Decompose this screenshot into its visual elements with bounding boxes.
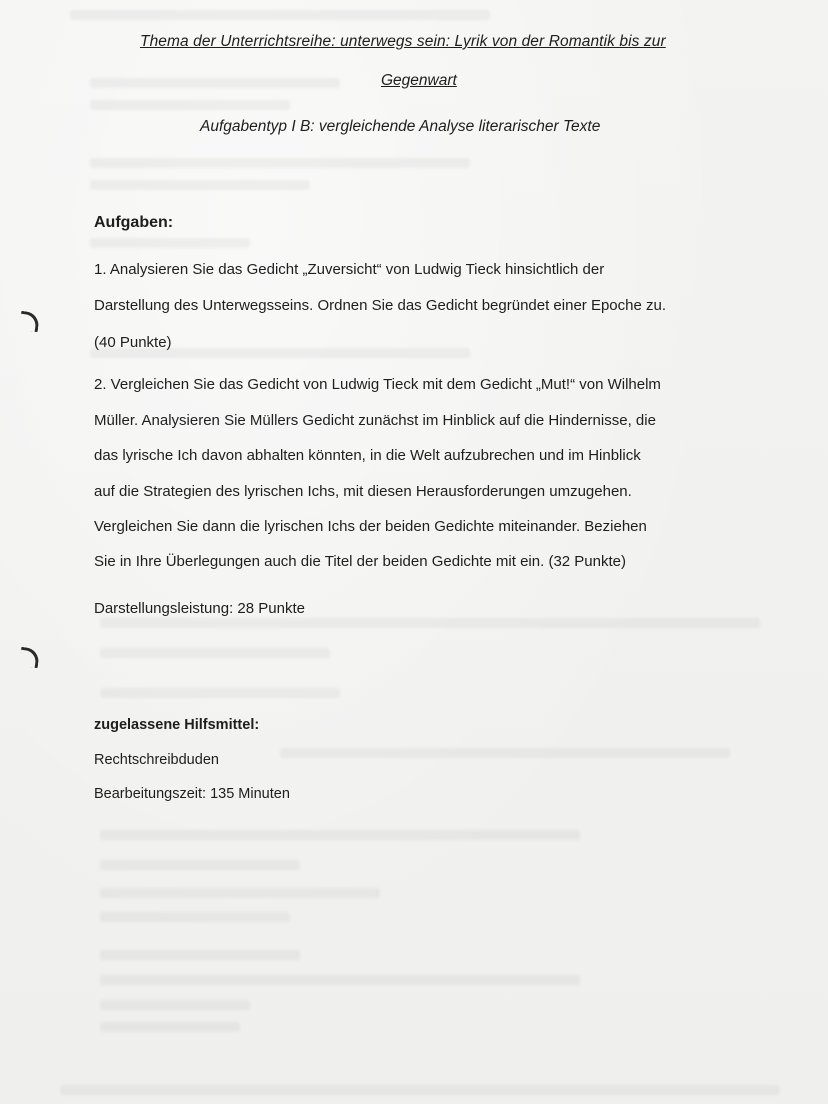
bleed-through-line (100, 888, 380, 898)
presentation-score: Darstellungsleistung: 28 Punkte (94, 600, 305, 617)
task-2-line: auf die Strategien des lyrischen Ichs, mit diesen Herausforderungen umzugehen. (94, 483, 632, 500)
bleed-through-line (90, 238, 250, 248)
task-type-subtitle: Aufgabentyp I B: vergleichende Analyse literarischer Texte (200, 118, 601, 135)
task-2-line: das lyrische Ich davon abhalten könnten, in die Welt aufzubrechen und im Hinblick (94, 447, 641, 464)
task-2-line: Vergleichen Sie dann die lyrischen Ichs der beiden Gedichte miteinander. Beziehen (94, 518, 647, 535)
bleed-through-line (90, 180, 310, 190)
bleed-through-line (90, 100, 290, 110)
task-1-points: (40 Punkte) (94, 334, 172, 351)
task-1-line: Darstellung des Unterwegsseins. Ordnen Sie das Gedicht begründet einer Epoche zu. (94, 297, 666, 314)
bleed-through-line (60, 1085, 780, 1095)
tasks-heading: Aufgaben: (94, 214, 174, 231)
bleed-through-line (100, 860, 300, 870)
unit-title-line-2: Gegenwart (381, 72, 457, 89)
bleed-through-line (100, 648, 330, 658)
punch-hole-mark (19, 311, 40, 332)
bleed-through-line (100, 618, 760, 628)
task-2-line: 2. Vergleichen Sie das Gedicht von Ludwig Tieck mit dem Gedicht „Mut!“ von Wilhelm (94, 376, 661, 393)
punch-hole-mark (19, 647, 40, 668)
task-1-line: 1. Analysieren Sie das Gedicht „Zuversicht“ von Ludwig Tieck hinsichtlich der (94, 261, 605, 278)
bleed-through-line (100, 1022, 240, 1032)
aids-item: Rechtschreibduden (94, 752, 219, 768)
task-2-line: Müller. Analysieren Sie Müllers Gedicht zunächst im Hinblick auf die Hindernisse, die (94, 412, 656, 429)
bleed-through-line (100, 975, 580, 985)
bleed-through-line (70, 10, 490, 20)
aids-heading: zugelassene Hilfsmittel: (94, 717, 260, 733)
bleed-through-line (100, 830, 580, 840)
bleed-through-line (100, 1000, 250, 1010)
working-time: Bearbeitungszeit: 135 Minuten (94, 786, 290, 802)
bleed-through-line (90, 78, 340, 88)
bleed-through-line (100, 912, 290, 922)
task-2-line: Sie in Ihre Überlegungen auch die Titel der beiden Gedichte mit ein. (32 Punkte) (94, 553, 626, 570)
bleed-through-line (90, 158, 470, 168)
unit-title-line-1: Thema der Unterrichtsreihe: unterwegs sein: Lyrik von der Romantik bis zur (140, 33, 666, 50)
bleed-through-line (100, 688, 340, 698)
bleed-through-line (100, 950, 300, 960)
bleed-through-line (280, 748, 730, 758)
